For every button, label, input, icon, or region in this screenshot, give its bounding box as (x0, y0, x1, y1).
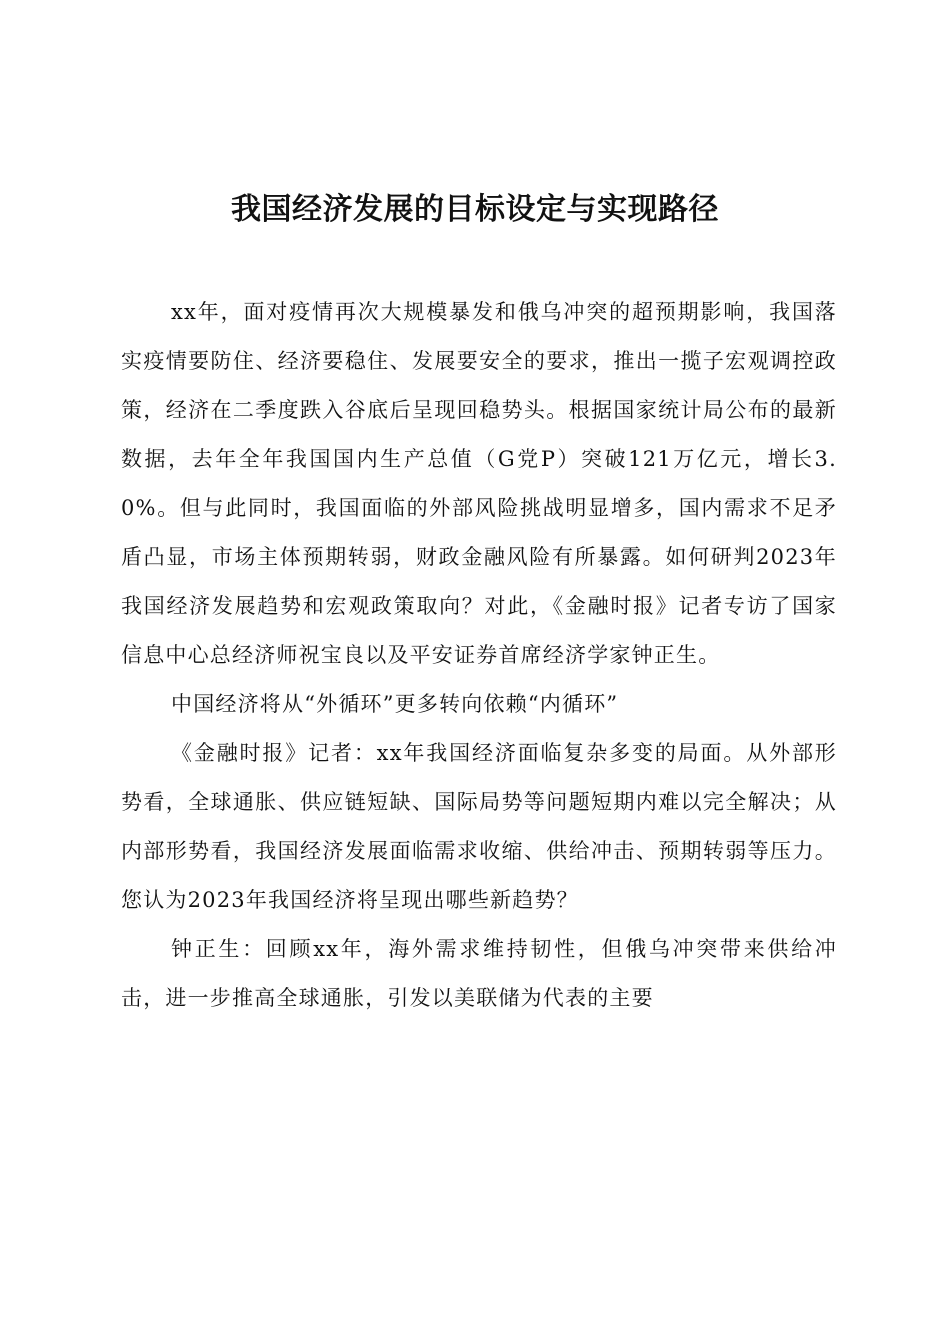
paragraph-question: 《金融时报》记者：xx年我国经济面临复杂多变的局面。从外部形势看，全球通胀、供应链短缺、国际局势等问题短期内难以完全解决；从内部形势看，我国经济发展面临需求收缩、供给冲击、预期转弱等压力。您认为2023年我国经济将呈现出哪些新趋势？ (121, 741, 837, 912)
paragraph-answer: 钟正生：回顾xx年，海外需求维持韧性，但俄乌冲突带来供给冲击，进一步推高全球通胀，引发以美联储为代表的主要 (121, 937, 837, 1010)
paragraph-intro: xx年，面对疫情再次大规模暴发和俄乌冲突的超预期影响，我国落实疫情要防住、经济要稳住、发展要安全的要求，推出一揽子宏观调控政策，经济在二季度跌入谷底后呈现回稳势头。根据国家统计局公布的最新数据，去年全年我国国内生产总值（G党P）突破121万亿元，增长3.0%。但与此同时，我国面临的外部风险挑战明显增多，国内需求不足矛盾凸显，市场主体预期转弱，财政金融风险有所暴露。如何研判2023年我国经济发展趋势和宏观政策取向？对此，《金融时报》记者专访了国家信息中心总经济师祝宝良以及平安证券首席经济学家钟正生。 (121, 300, 837, 667)
document-body (121, 288, 837, 1023)
document-title: 我国经济发展的目标设定与实现路径 (231, 192, 719, 227)
paragraph-subheading: 中国经济将从“外循环”更多转向依赖“内循环” (171, 692, 619, 716)
